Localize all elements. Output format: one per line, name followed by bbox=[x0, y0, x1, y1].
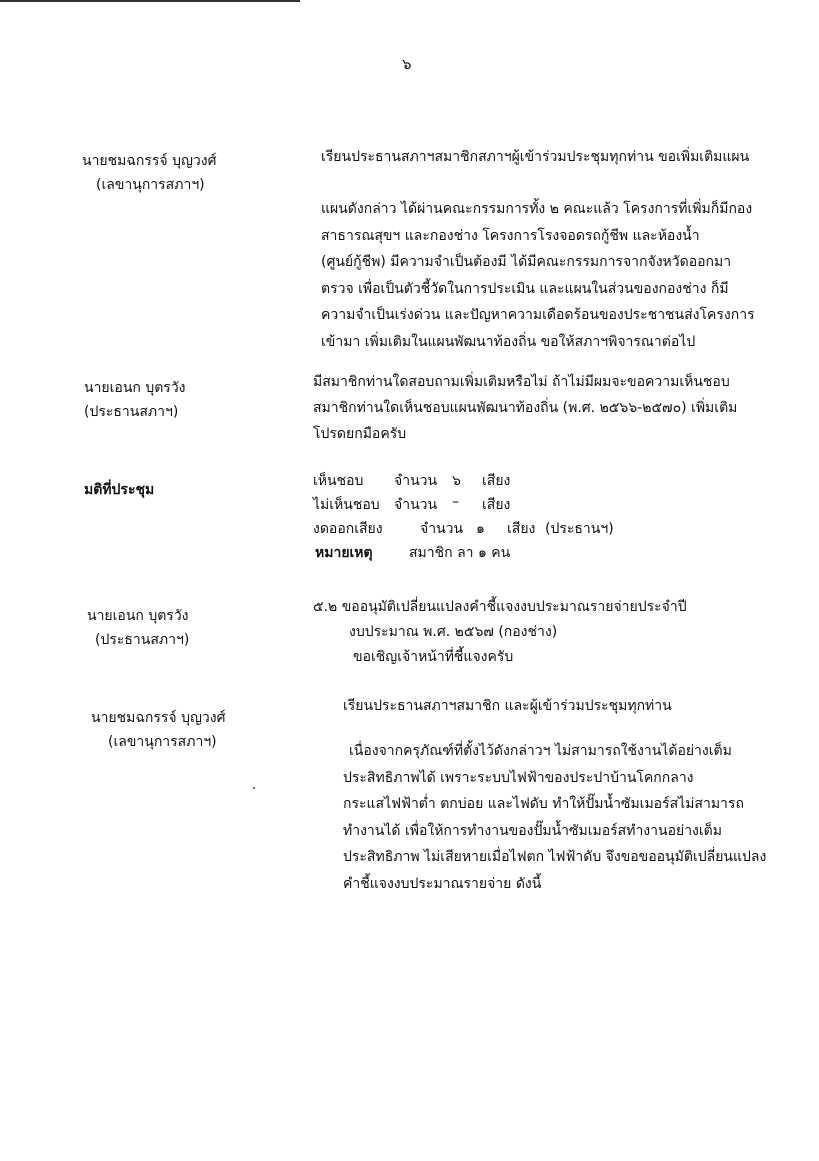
top-rule bbox=[0, 0, 300, 2]
resolution-label: มติที่ประชุม bbox=[84, 482, 155, 498]
text-line: โปรดยกมือครับ bbox=[313, 426, 407, 442]
speaker-chairman-2 bbox=[87, 604, 189, 652]
speaker-name: นายเอนก บุตรวัง bbox=[84, 380, 186, 396]
scan-speck bbox=[253, 787, 255, 789]
text-line: สาธารณสุขฯ และกองช่าง โครงการโรงจอดรถกู้ชีพ และห้องน้ำ bbox=[321, 227, 700, 244]
text-line: งบประมาณ พ.ศ. ๒๕๖๗ (กองช่าง) bbox=[349, 624, 558, 640]
remark-value: สมาชิก ลา ๑ คน bbox=[409, 545, 511, 561]
text-line: (ศูนย์กู้ชีพ) มีความจำเป็นต้องมี ได้มีคณะกรรมการจากจังหวัดออกมา bbox=[321, 254, 732, 270]
vote-unit: เสียง bbox=[507, 521, 536, 537]
vote-count: ๑ bbox=[476, 521, 485, 537]
vote-label: เห็นชอบ bbox=[313, 473, 364, 489]
text-line: ๕.๒ ขออนุมัติเปลี่ยนแปลงคำชี้แจงงบประมาณรายจ่ายประจำปี bbox=[313, 599, 687, 615]
speaker-role: (ประธานสภาฯ) bbox=[95, 632, 190, 648]
text-line: ตรวจ เพื่อเป็นตัวชี้วัดในการประเมิน และแผนในส่วนของกองช่าง ก็มี bbox=[321, 280, 729, 297]
text-line: เข้ามา เพิ่มเติมในแผนพัฒนาท้องถิ่น ขอให้สภาฯพิจารณาต่อไป bbox=[321, 333, 696, 350]
text-line: คำชี้แจงงบประมาณรายจ่าย ดังนี้ bbox=[343, 875, 542, 892]
chairman-statement-1 bbox=[313, 369, 737, 447]
speaker-chairman-1 bbox=[84, 376, 186, 424]
vote-label: งดออกเสียง bbox=[313, 521, 383, 537]
speaker-role: (ประธานสภาฯ) bbox=[84, 404, 179, 420]
speaker-name: นายชมฉกรรจ์ บุญวงศ์ bbox=[91, 710, 226, 726]
text-line: แผนดังกล่าว ได้ผ่านคณะกรรมการทั้ง ๒ คณะแล้ว โครงการที่เพิ่มก็มีกอง bbox=[321, 201, 753, 217]
text-line: มีสมาชิกท่านใดสอบถามเพิ่มเติมหรือไม่ ถ้าไม่มีผมจะขอความเห็นชอบ bbox=[313, 374, 730, 390]
vote-unit: เสียง bbox=[482, 473, 511, 489]
vote-unit: เสียง bbox=[482, 497, 511, 513]
vote-note: (ประธานฯ) bbox=[545, 521, 614, 537]
remark-label: หมายเหตุ bbox=[315, 545, 373, 561]
speaker-name: นายชมฉกรรจ์ บุญวงศ์ bbox=[82, 153, 217, 169]
text-line: เนื่องจากครุภัณฑ์ที่ตั้งไว้ดังกล่าวฯ ไม่สามารถใช้งานได้อย่างเต็ม bbox=[349, 743, 732, 759]
vote-count-label: จำนวน bbox=[394, 497, 438, 513]
speaker-secretary-2 bbox=[91, 706, 225, 754]
speaker-role: (เลขานุการสภาฯ) bbox=[108, 734, 217, 750]
text-line: เรียนประธานสภาฯสมาชิกสภาฯผู้เข้าร่วมประชุมทุกท่าน ขอเพิ่มเติมแผน bbox=[321, 149, 750, 165]
text-line: ความจำเป็นเร่งด่วน และปัญหาความเดือดร้อนของประชาชนส่งโครงการ bbox=[321, 307, 755, 323]
text-line: ประสิทธิภาพได้ เพราะระบบไฟฟ้าของประปาบ้านโคกกลาง bbox=[343, 769, 694, 786]
agenda-item-5-2 bbox=[313, 595, 687, 670]
text-line: สมาชิกท่านใดเห็นชอบแผนพัฒนาท้องถิ่น (พ.ศ. ๒๕๖๖-๒๕๗๐) เพิ่มเติม bbox=[313, 400, 738, 416]
vote-count-label: จำนวน bbox=[394, 473, 438, 489]
secretary-statement-1 bbox=[321, 145, 755, 355]
vote-count-label: จำนวน bbox=[420, 521, 464, 537]
vote-count: ๖ bbox=[452, 473, 461, 489]
page-number: ๖ bbox=[402, 55, 412, 73]
speaker-role: (เลขานุการสภาฯ) bbox=[96, 177, 205, 193]
vote-label: ไม่เห็นชอบ bbox=[313, 497, 380, 513]
text-line: ทำงานได้ เพื่อให้การทำงานของปั๊มน้ำซัมเมอร์สทำงานอย่างเต็ม bbox=[343, 822, 722, 839]
text-line: ขอเชิญเจ้าหน้าที่ชี้แจงครับ bbox=[353, 649, 514, 665]
speaker-name: นายเอนก บุตรวัง bbox=[87, 608, 189, 624]
text-line: เรียนประธานสภาฯสมาชิก และผู้เข้าร่วมประชุมทุกท่าน bbox=[343, 698, 672, 714]
speaker-secretary-1 bbox=[82, 149, 216, 197]
text-line: กระแสไฟฟ้าต่ำ ตกบ่อย และไฟดับ ทำให้ปั๊มน้ำซัมเมอร์สไม่สามารถ bbox=[343, 796, 744, 812]
secretary-statement-2 bbox=[343, 693, 766, 897]
text-line: ประสิทธิภาพ ไม่เสียหายเมื่อไฟตก ไฟฟ้าดับ จึงขอขออนุมัติเปลี่ยนแปลง bbox=[343, 849, 767, 865]
vote-count: – bbox=[452, 494, 459, 510]
